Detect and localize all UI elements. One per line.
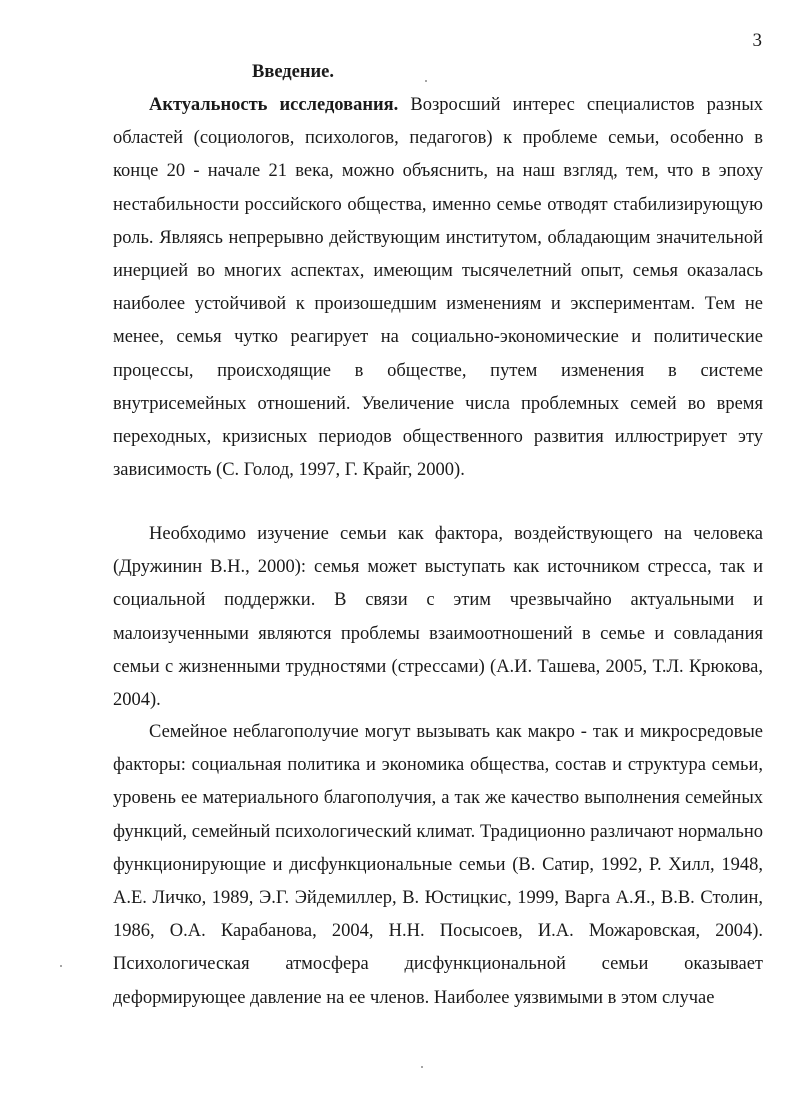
paragraph-text: Возросший интерес специалистов разных областей (социологов, психологов, педагогов) к проблеме семьи, особенно в конце 20 - начале 21 века, можно объяснить, на наш взгляд, тем, что в эпоху нестабильности российского общества, именно семье отводят стабилизирующую роль. Являясь непрерывно действующим институтом, обладающим значительной инерцией во многих аспектах, имеющим тысячелетний опыт, семья оказалась наиболее устойчивой к произошедшим изменениям и экспериментам. Тем не менее, семья чутко реагирует на социально-экономические и политические процессы, происходящие в обществе, путем изменения в системе внутрисемейных отношений. Увеличение числа проблемных семей во время переходных, кризисных периодов общественного развития иллюстрирует эту зависимость (С. Голод, 1997, Г. Крайг, 2000). [113,95,763,481]
paragraph-lead: Актуальность исследования. [149,95,399,115]
paragraph-relevance [113,89,763,487]
paragraph-text: Необходимо изучение семьи как фактора, воздействующего на человека (Дружинин В.Н., 2000): семья может выступать как источником стресса, так и социальной поддержки. В связи с этим чрезвычайно актуальными и малоизученными являются проблемы взаимоотношений в семье и совладания семьи с жизненными трудностями (стрессами) (А.И. Ташева, 2005, Т.Л. Крюкова, 2004). [113,524,763,711]
paragraph-family-study [113,518,763,717]
paragraph-family-trouble [113,716,763,1015]
scan-speck [421,1066,423,1068]
paragraph-text: Семейное неблагополучие могут вызывать как макро - так и микросредовые факторы: социальная политика и экономика общества, состав и структура семьи, уровень ее материального благополучия, а так же качество выполнения семейных функций, семейный психологический климат. Традиционно различают нормально функционирующие и дисфункциональные семьи (В. Сатир, 1992, Р. Хилл, 1948, А.Е. Личко, 1989, Э.Г. Эйдемиллер, В. Юстицкис, 1999, Варга А.Я., В.В. Столин, 1986, О.А. Карабанова, 2004, Н.Н. Посысоев, И.А. Можаровская, 2004). Психологическая атмосфера дисфункциональной семьи оказывает деформирующее давление на ее членов. Наиболее уязвимыми в этом случае [113,722,763,1008]
paragraph [113,518,763,717]
page-title: Введение. [252,62,335,82]
paragraph [113,89,763,487]
scan-speck [60,965,62,967]
scan-speck [425,80,427,82]
paragraph [113,716,763,1015]
page-number: 3 [752,30,762,51]
